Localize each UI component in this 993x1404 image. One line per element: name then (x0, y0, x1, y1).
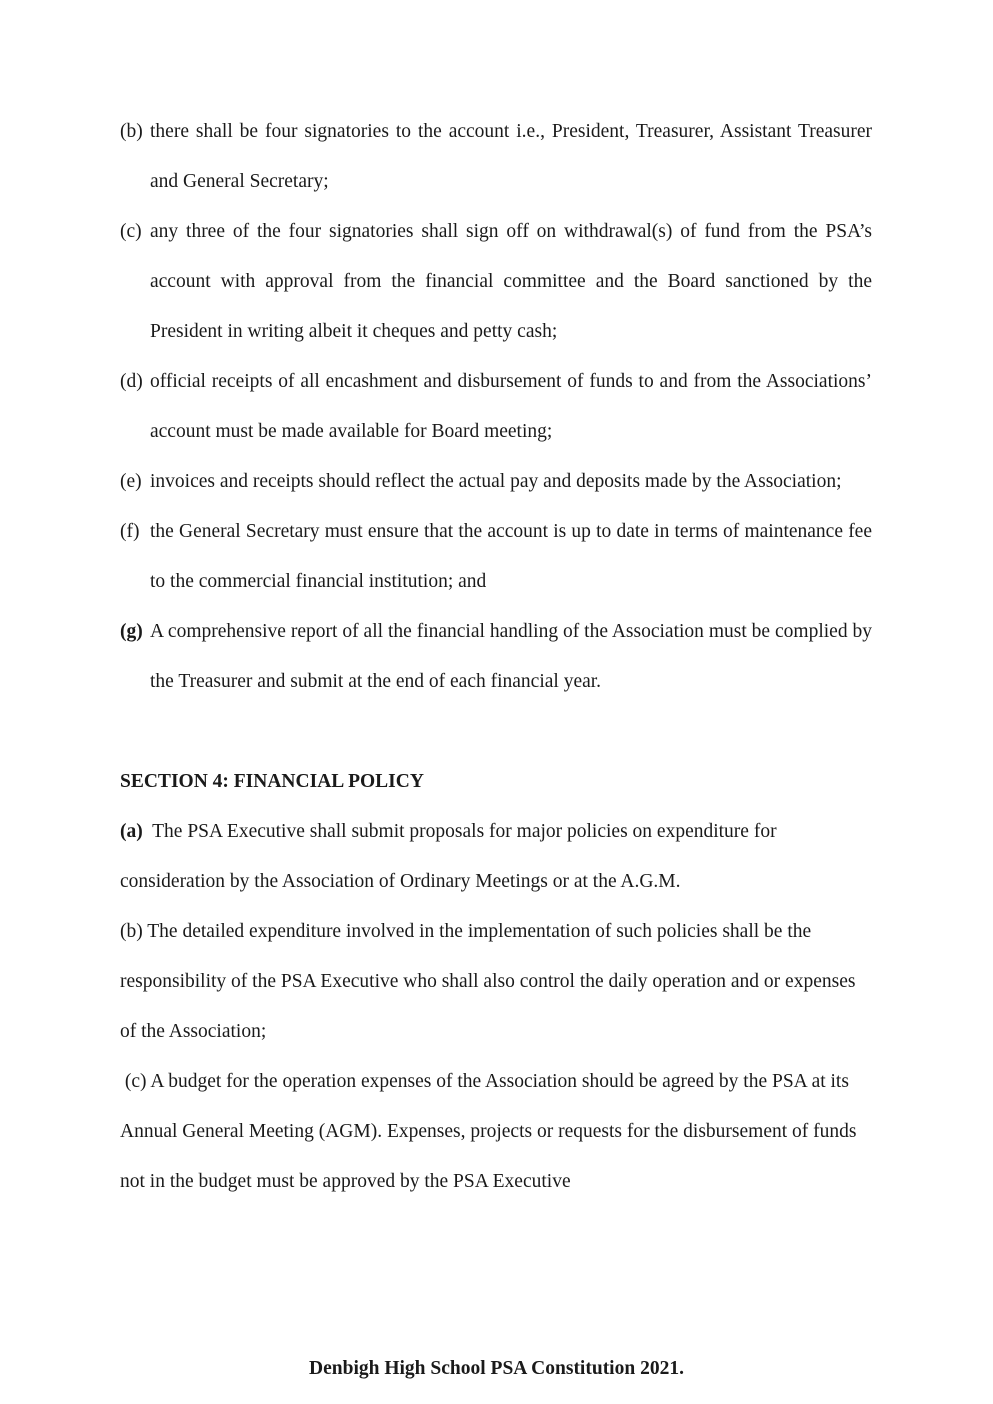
clause-marker: (f) (120, 521, 140, 542)
page-footer: Denbigh High School PSA Constitution 2021. (309, 1358, 684, 1379)
blank-line (120, 707, 872, 757)
clause-marker: (d) (120, 371, 143, 392)
document-page (120, 107, 872, 1207)
clause-text: invoices and receipts should reflect the actual pay and deposits made by the Association; (150, 471, 842, 492)
clause-f (120, 507, 872, 607)
clause-text: A comprehensive report of all the financial handling of the Association must be complied by the Treasurer and submit at the end of each financial year. (150, 621, 872, 692)
clause-text: official receipts of all encashment and disbursement of funds to and from the Associations’ account must be made available for Board meeting; (150, 371, 872, 442)
policy-paragraph-a (120, 807, 872, 907)
paragraph-text: The PSA Executive shall submit proposals for major policies on expenditure for consideration by the Association of Ordinary Meetings or at the A.G.M. (120, 821, 782, 892)
policy-paragraph-c: (c) A budget for the operation expenses of the Association should be agreed by the PSA at its Annual General Meeting (AGM). Expenses, projects or requests for the disbursement of funds not in the budget must be approved by the PSA Executive (120, 1071, 862, 1192)
clause-marker: (b) (120, 121, 143, 142)
clause-marker: (c) (120, 221, 142, 242)
clause-marker: (e) (120, 471, 142, 492)
clause-text: any three of the four signatories shall sign off on withdrawal(s) of fund from the PSA’s account with approval from the financial committee and the Board sanctioned by the President in writing albeit it cheques and petty cash; (150, 221, 872, 342)
paragraph-marker: (a) (120, 821, 143, 842)
policy-paragraph-b: (b) The detailed expenditure involved in the implementation of such policies shall be the responsibility of the PSA Executive who shall also control the daily operation and or expenses of the Association; (120, 921, 856, 1042)
clause-text: there shall be four signatories to the account i.e., President, Treasurer, Assistant Treasurer and General Secretary; (150, 121, 872, 192)
clause-e (120, 457, 872, 507)
clause-b (120, 107, 872, 207)
clause-text: the General Secretary must ensure that the account is up to date in terms of maintenance fee to the commercial financial institution; and (150, 521, 872, 592)
clause-g (120, 607, 872, 707)
clause-marker: (g) (120, 621, 143, 642)
clause-d (120, 357, 872, 457)
clause-c (120, 207, 872, 357)
section-heading: SECTION 4: FINANCIAL POLICY (120, 771, 424, 792)
